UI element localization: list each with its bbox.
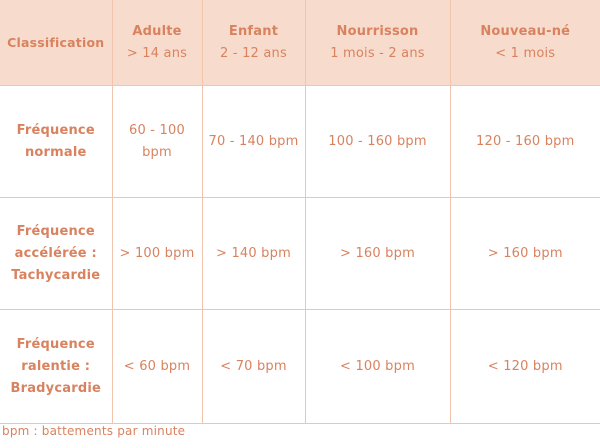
header-col-name: Nouveau-né [480, 23, 571, 39]
table-cell: < 60 bpm [112, 310, 202, 424]
header-classification: Classification [0, 0, 112, 86]
row-label-tachycardie: Fréquence accélérée : Tachycardie [0, 198, 112, 310]
table-cell: > 160 bpm [450, 198, 600, 310]
header-adulte [112, 0, 202, 86]
table-cell: 100 - 160 bpm [305, 86, 450, 198]
table-cell: > 160 bpm [305, 198, 450, 310]
header-nourrisson [305, 0, 450, 86]
header-col-name: Adulte [132, 23, 182, 39]
table-cell: 70 - 140 bpm [202, 86, 305, 198]
header-enfant [202, 0, 305, 86]
header-col-range: > 14 ans [126, 45, 188, 61]
table-cell: < 120 bpm [450, 310, 600, 424]
table-row [0, 310, 600, 424]
table-cell: 60 - 100 bpm [112, 86, 202, 198]
table-row [0, 86, 600, 198]
table-cell: > 140 bpm [202, 198, 305, 310]
row-label-bradycardie: Fréquence ralentie : Bradycardie [0, 310, 112, 424]
table-row [0, 198, 600, 310]
table-cell: < 100 bpm [305, 310, 450, 424]
table-cell: 120 - 160 bpm [450, 86, 600, 198]
header-col-name: Enfant [228, 23, 279, 39]
footnote: bpm : battements par minute [2, 424, 186, 438]
header-col-name: Nourrisson [336, 23, 419, 39]
row-label-normale: Fréquence normale [0, 86, 112, 198]
header-col-range: 2 - 12 ans [220, 45, 287, 61]
table-cell: < 70 bpm [202, 310, 305, 424]
header-col-range: < 1 mois [495, 45, 556, 61]
table-header-row [0, 0, 600, 86]
header-col-range: 1 mois - 2 ans [330, 45, 425, 61]
header-nouveau-ne [450, 0, 600, 86]
table-cell: > 100 bpm [112, 198, 202, 310]
